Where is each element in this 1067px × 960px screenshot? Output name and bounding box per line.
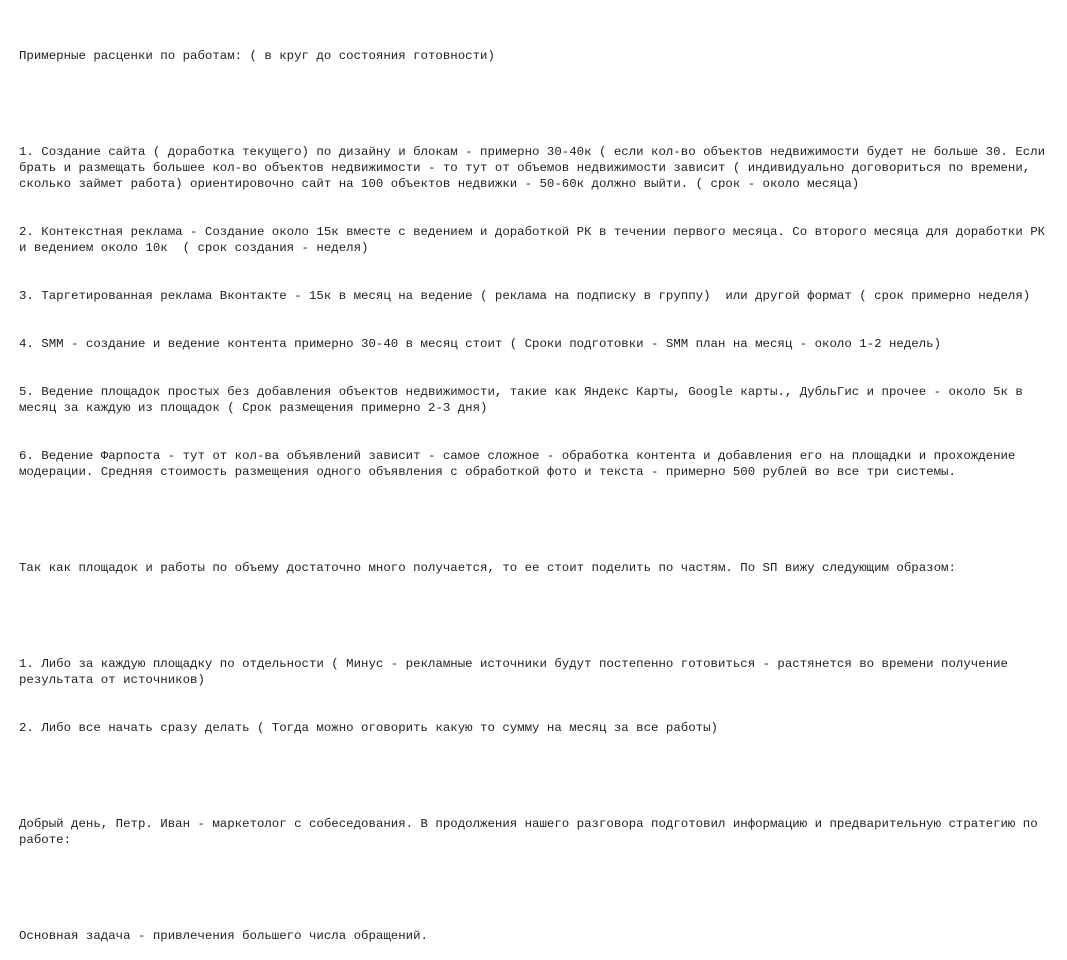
split-option-one: 1. Либо за каждую площадку по отдельности ( Минус - рекламные источники будут постепенно готовиться - растянется во времени получение результата от источников) <box>19 657 1016 687</box>
price-item-smm: 4. SMM - создание и ведение контента примерно 30-40 в месяц стоит ( Сроки подготовки - SMM план на месяц - около 1-2 недель) <box>19 337 942 351</box>
split-option-two: 2. Либо все начать сразу делать ( Тогда можно оговорить какую то сумму на месяц за все работы) <box>19 721 718 735</box>
price-item-simple-platforms: 5. Ведение площадок простых без добавления объектов недвижимости, такие как Яндекс Карты, Google карты., ДубльГис и прочее - около 5к в месяц за каждую из площадок ( Срок размещения примерно 2-3 дня) <box>19 385 1031 415</box>
price-item-context-ads: 2. Контекстная реклама - Создание около 15к вместе с ведением и доработкой РК в течении первого месяца. Со второго месяца для доработки РК и ведением около 10к ( срок создания - неделя) <box>19 225 1053 255</box>
main-task-line: Основная задача - привлечения большего числа обращений. <box>19 929 428 943</box>
greeting-paragraph: Добрый день, Петр. Иван - маркетолог с собеседования. В продолжения нашего разговора подготовил информацию и предварительную стратегию по работе: <box>19 817 1046 847</box>
blank-line <box>19 768 1059 784</box>
split-intro: Так как площадок и работы по объему достаточно много получается, то ее стоит поделить по частям. По SП вижу следующим образом: <box>19 561 956 575</box>
price-item-target-ads: 3. Таргетированная реклама Вконтакте - 15к в месяц на ведение ( реклама на подписку в группу) или другой формат ( срок примерно неделя) <box>19 289 1031 303</box>
blank-line <box>19 96 1059 112</box>
price-item-farpost: 6. Ведение Фарпоста - тут от кол-ва объявлений зависит - самое сложное - обработка контента и добавления его на площадки и прохождение модерации. Средняя стоимость размещения одного объявления с обработкой фото и текста - примерно 500 рублей во все три системы. <box>19 449 1023 479</box>
document-body <box>19 16 1059 960</box>
price-item-site: 1. Создание сайта ( доработка текущего) по дизайну и блокам - примерно 30-40к ( если кол-во объектов недвижимости будет не больше 30. Если брать и размещать большее кол-во объектов недвижимости - то тут от объемов недвижимости зависит ( индивидуально договориться по времени, сколько займет работа) ориентировочно сайт на 100 объектов недвижки - 50-60к должно выйти. ( срок - около месяца) <box>19 145 1053 191</box>
blank-line <box>19 608 1059 624</box>
blank-line <box>19 512 1059 528</box>
document-heading: Примерные расценки по работам: ( в круг до состояния готовности) <box>19 49 495 63</box>
blank-line <box>19 880 1059 896</box>
